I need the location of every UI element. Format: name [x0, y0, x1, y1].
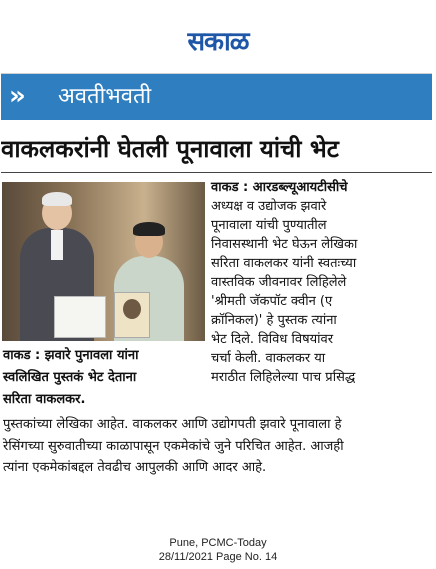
photo-woman-hair — [133, 222, 165, 236]
double-chevron-right-icon: » — [9, 81, 26, 111]
body-line: 'श्रीमती जॅकपॉट क्वीन (ए — [211, 294, 333, 309]
body-line: वास्तविक जीवनावर लिहिलेले — [211, 275, 347, 290]
section-band — [1, 74, 432, 120]
caption-line: वाकड : झवारे पुनावला यांना — [3, 348, 139, 363]
article-body-continued — [3, 414, 428, 479]
date-page-label: 28/11/2021 Page No. 14 — [158, 551, 278, 563]
clipping-footer — [0, 536, 436, 564]
body-line: पुस्तकांच्या लेखिका आहेत. वाकलकर आणि उद्योगपती झवारे पूनावाला हे — [3, 417, 342, 432]
caption-line: स्वलिखित पुस्तकं भेट देताना — [3, 370, 137, 385]
body-line: पूनावाला यांची पुण्यातील — [211, 218, 327, 233]
photo-man-hair — [42, 192, 72, 206]
photo-caption — [3, 345, 209, 411]
article-photo — [2, 182, 205, 341]
body-line: अध्यक्ष व उद्योजक झवारे — [211, 199, 327, 214]
headline-divider — [1, 172, 432, 173]
newspaper-masthead: सकाळ — [187, 27, 249, 57]
article-body-column — [211, 178, 423, 387]
body-line: सरिता वाकलकर यांनी स्वतःच्या — [211, 256, 357, 271]
article-headline: वाकलकरांनी घेतली पूनावाला यांची भेट — [1, 135, 339, 163]
photo-book-open — [54, 296, 106, 338]
caption-line: सरिता वाकलकर. — [3, 392, 86, 407]
body-line: चर्चा केली. वाकलकर या — [211, 351, 326, 366]
photo-man-shirt — [51, 230, 63, 260]
news-clipping — [1, 73, 432, 524]
body-line: वाकड : आरडब्ल्यूआयटीसीचे — [211, 180, 348, 195]
body-line: क्रॉनिकल)' हे पुस्तक त्यांना — [211, 313, 337, 328]
body-line: मराठीत लिहिलेल्या पाच प्रसिद्ध — [211, 370, 356, 385]
body-line: निवासस्थानी भेट घेऊन लेखिका — [211, 237, 358, 252]
body-line: रेसिंगच्या सुरुवातीच्या काळापासून एकमेकांचे जुने परिचित आहेत. आजही — [3, 438, 344, 454]
edition-label: Pune, PCMC-Today — [169, 537, 267, 549]
photo-book-cover — [114, 292, 150, 338]
section-title: अवतीभवती — [58, 84, 152, 109]
body-line: भेट दिले. विविध विषयांवर — [211, 332, 334, 347]
body-line: त्यांना एकमेकांबद्दल तेवढीच आपुलकी आणि आदर आहे. — [3, 460, 267, 475]
